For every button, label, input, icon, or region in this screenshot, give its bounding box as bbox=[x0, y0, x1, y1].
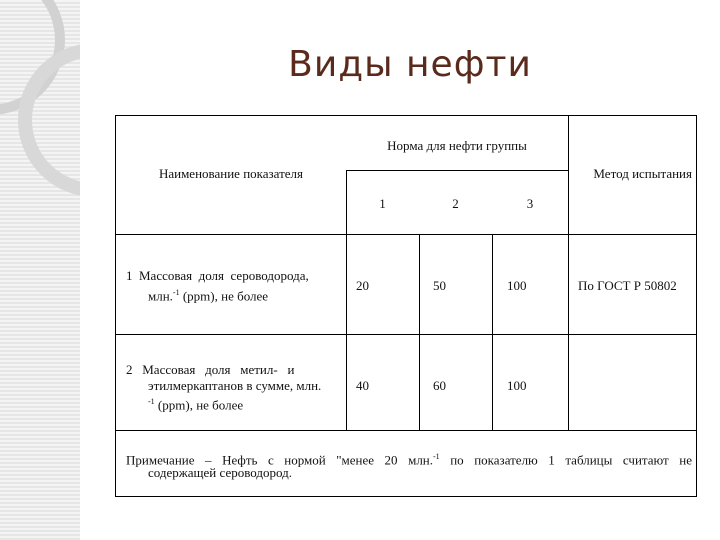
row2-group2-value: 60 bbox=[433, 378, 446, 393]
slide-title: Виды нефти bbox=[288, 44, 532, 85]
grid-line bbox=[419, 234, 420, 430]
row1-group2-value: 50 bbox=[433, 278, 446, 293]
decorative-circles-graphic bbox=[0, 0, 80, 540]
row2-group3-value: 100 bbox=[507, 378, 527, 393]
grid-line bbox=[116, 334, 696, 335]
row1-group3-value: 100 bbox=[507, 278, 527, 293]
grid-line bbox=[568, 116, 569, 430]
table-note-line2: содержащей сероводород. bbox=[148, 465, 292, 480]
header-method: Метод испытания bbox=[593, 166, 692, 181]
row2-group1-value: 40 bbox=[356, 378, 369, 393]
grid-line bbox=[116, 234, 696, 235]
grid-line bbox=[346, 170, 568, 171]
row2-indicator-line1: 2 Массовая доля метил- и bbox=[126, 362, 295, 377]
header-indicator: Наименование показателя bbox=[158, 166, 304, 181]
header-group-1: 1 bbox=[379, 196, 386, 211]
row1-indicator-line1: 1 Массовая доля сероводорода, bbox=[126, 268, 309, 283]
oil-specification-table bbox=[115, 115, 697, 497]
header-group-3: 3 bbox=[526, 196, 534, 211]
header-norm-group: Норма для нефти группы bbox=[387, 138, 527, 153]
grid-line bbox=[116, 430, 696, 431]
row1-method: По ГОСТ Р 50802 bbox=[578, 278, 677, 293]
row1-indicator-line2: млн.$^{-1}$ (ppm), не более bbox=[148, 288, 269, 304]
row2-indicator-line2: этилмеркаптанов в сумме, млн. bbox=[148, 378, 322, 393]
decorative-side-strip bbox=[0, 0, 80, 540]
row2-indicator-line3: $^{-1}$ (ppm), не более bbox=[148, 397, 244, 413]
row1-group1-value: 20 bbox=[356, 278, 369, 293]
grid-line bbox=[492, 234, 493, 430]
table-note-line1: Примечание – Нефть с нормой "менее 20 млн.$^{-1}$ по показателю 1 таблицы считают не bbox=[126, 452, 692, 468]
header-group-2: 2 bbox=[452, 196, 459, 211]
